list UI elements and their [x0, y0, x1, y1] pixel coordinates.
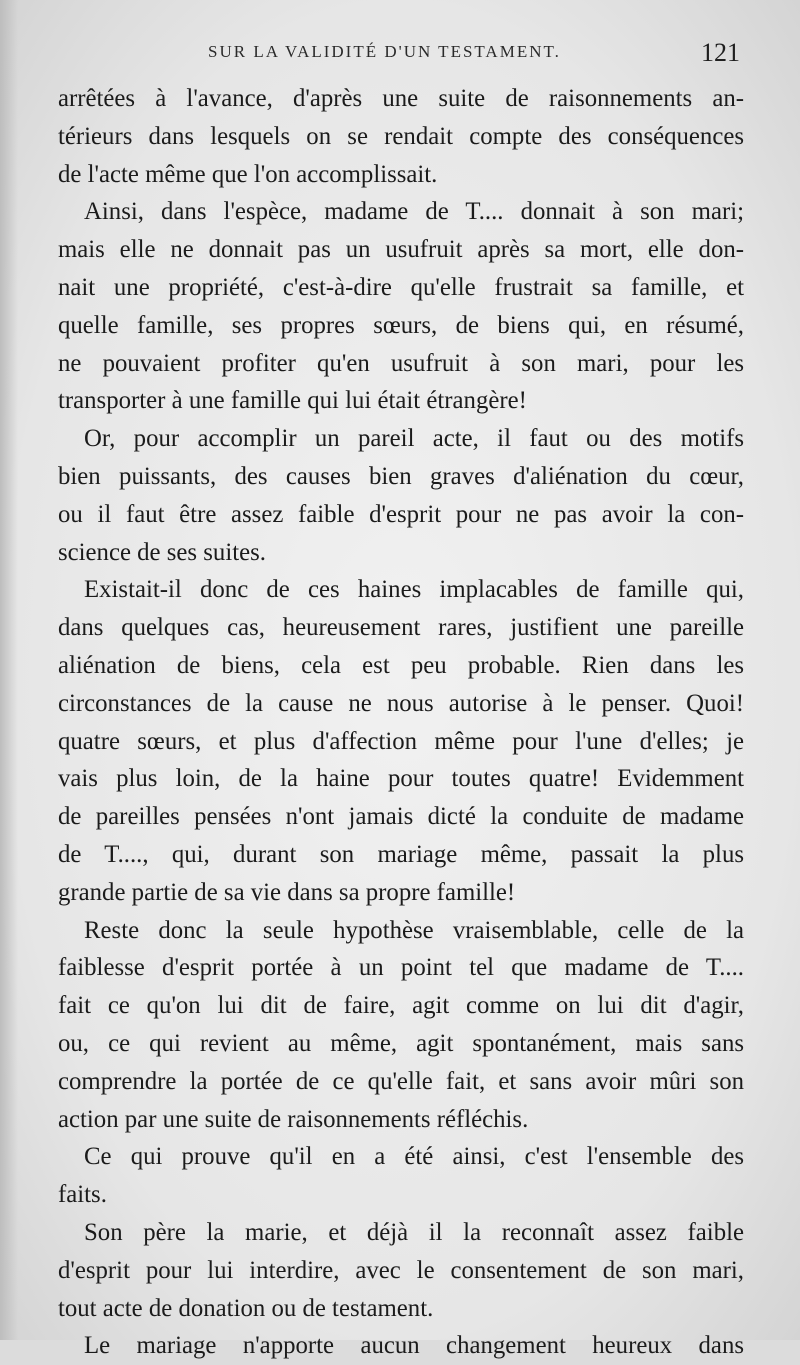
- text-line: ou il faut être assez faible d'esprit pour ne pas avoir la con-: [58, 500, 744, 528]
- text-line: de T...., qui, durant son mariage même, passait la plus: [58, 840, 744, 868]
- text-line: action par une suite de raisonnements réfléchis.: [58, 1105, 529, 1133]
- text-line: Le mariage n'apporte aucun changement heureux dans: [84, 1332, 744, 1360]
- text-line: tout acte de donation ou de testament.: [58, 1294, 434, 1322]
- text-line: de pareilles pensées n'ont jamais dicté la conduite de madame: [58, 803, 744, 831]
- text-line: Son père la marie, et déjà il la reconnaît assez faible: [84, 1218, 744, 1246]
- text-line: ou, ce qui revient au même, agit spontanément, mais sans: [58, 1029, 744, 1057]
- page-number: 121: [701, 38, 740, 67]
- text-line: ne pouvaient profiter qu'en usufruit à son mari, pour les: [58, 349, 744, 377]
- text-line: Ainsi, dans l'espèce, madame de T.... donnait à son mari;: [84, 198, 744, 226]
- text-line: quatre sœurs, et plus d'affection même pour l'une d'elles; je: [58, 727, 744, 755]
- text-line: nait une propriété, c'est-à-dire qu'elle frustrait sa famille, et: [58, 273, 744, 301]
- text-line: dans quelques cas, heureusement rares, justifient une pareille: [58, 614, 744, 642]
- page-header: [58, 38, 748, 76]
- text-line: aliénation de biens, cela est peu probable. Rien dans les: [58, 651, 744, 679]
- running-head: SUR LA VALIDITÉ D'UN TESTAMENT.: [208, 42, 561, 61]
- text-line: Reste donc la seule hypothèse vraisemblable, celle de la: [84, 916, 744, 944]
- text-line: térieurs dans lesquels on se rendait compte des conséquences: [58, 122, 744, 150]
- text-line: Or, pour accomplir un pareil acte, il faut ou des motifs: [84, 425, 744, 453]
- text-line: Ce qui prouve qu'il en a été ainsi, c'est l'ensemble des: [84, 1143, 744, 1171]
- text-line: d'esprit pour lui interdire, avec le consentement de son mari,: [58, 1256, 744, 1284]
- text-line: quelle famille, ses propres sœurs, de biens qui, en résumé,: [58, 311, 744, 339]
- text-line: mais elle ne donnait pas un usufruit après sa mort, elle don-: [58, 236, 744, 264]
- text-line: fait ce qu'on lui dit de faire, agit comme on lui dit d'agir,: [58, 992, 744, 1020]
- text-line: faits.: [58, 1181, 107, 1209]
- text-line: comprendre la portée de ce qu'elle fait, et sans avoir mûri son: [58, 1067, 744, 1095]
- text-line: science de ses suites.: [58, 538, 266, 566]
- text-line: transporter à une famille qui lui était étrangère!: [58, 387, 527, 415]
- text-line: de l'acte même que l'on accomplissait.: [58, 160, 438, 188]
- text-line: circonstances de la cause ne nous autorise à le penser. Quoi!: [58, 689, 744, 717]
- text-line: arrêtées à l'avance, d'après une suite de raisonnements an-: [58, 85, 744, 112]
- text-line: faiblesse d'esprit portée à un point tel que madame de T....: [58, 954, 744, 982]
- text-line: vais plus loin, de la haine pour toutes quatre! Evidemment: [58, 765, 744, 793]
- text-line: Existait-il donc de ces haines implacables de famille qui,: [84, 576, 744, 604]
- text-line: bien puissants, des causes bien graves d'aliénation du cœur,: [58, 462, 744, 490]
- body-text: [58, 80, 744, 1365]
- text-line: grande partie de sa vie dans sa propre famille!: [58, 878, 516, 906]
